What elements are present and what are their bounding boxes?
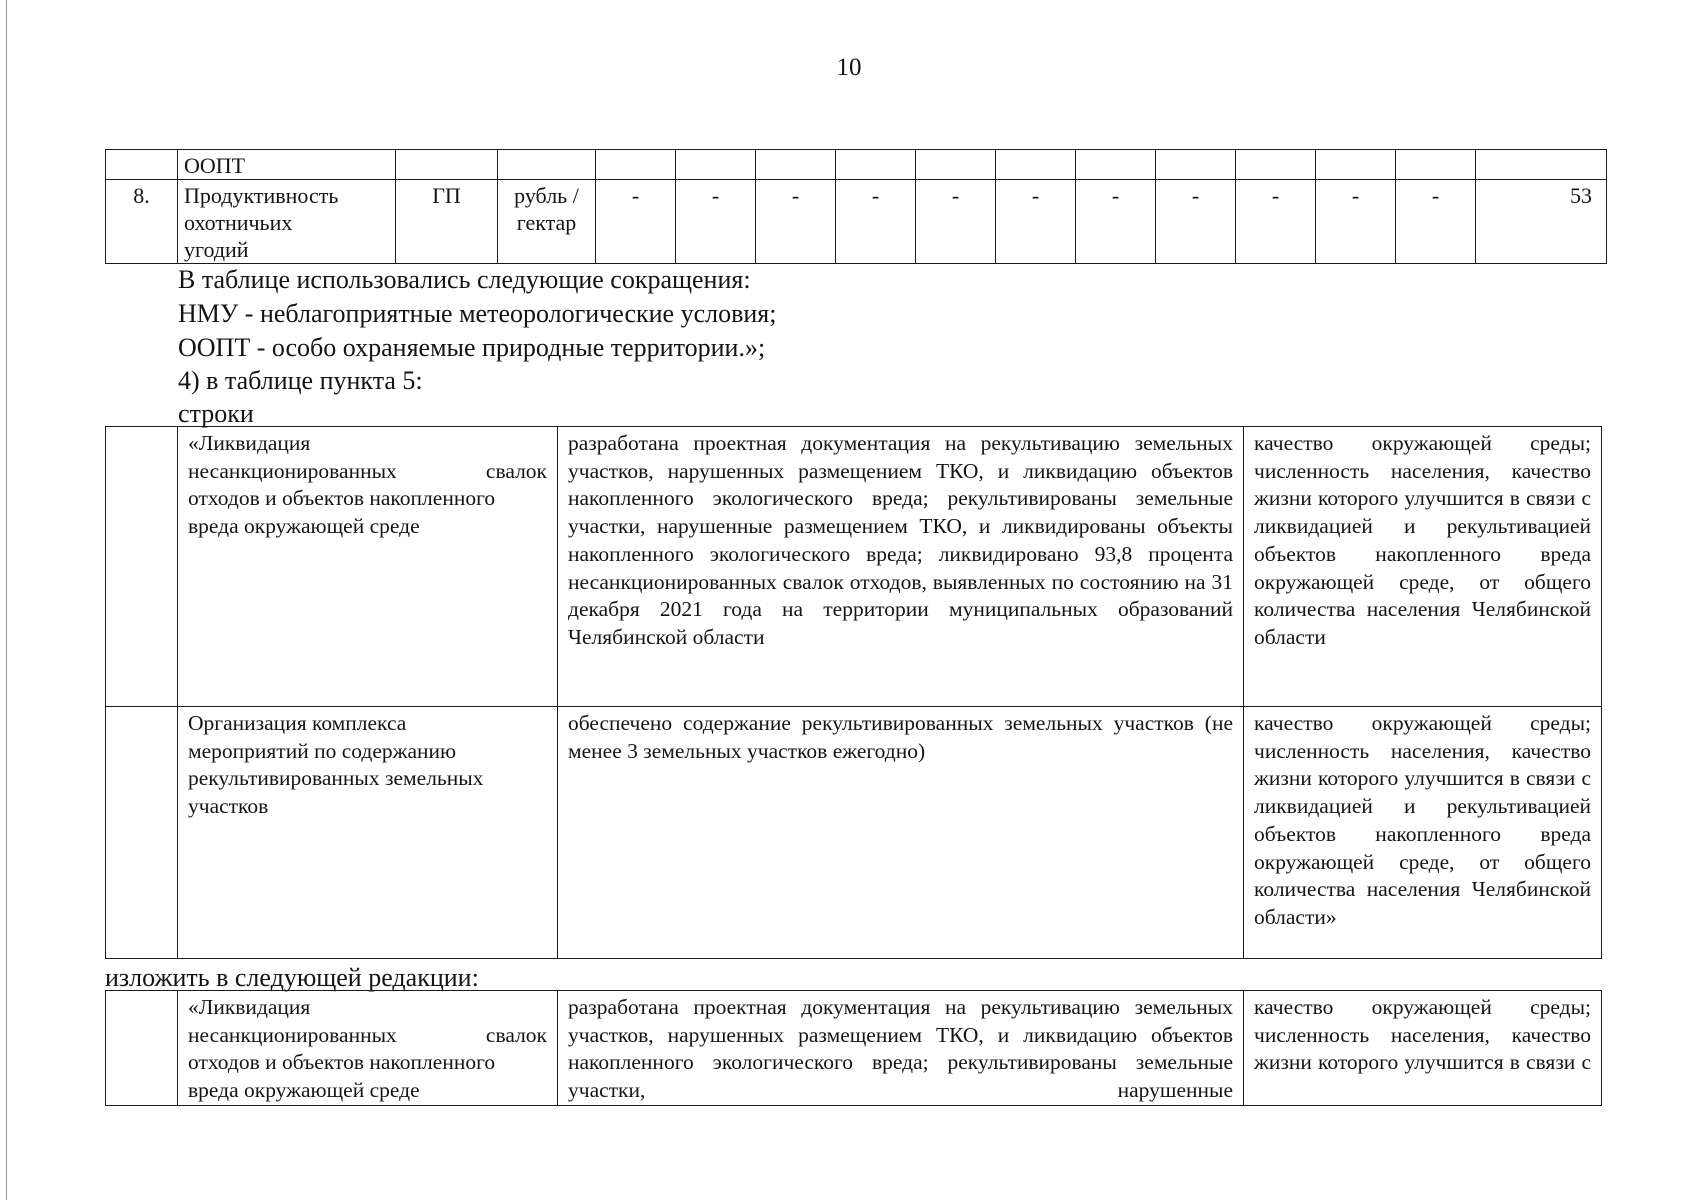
measure-title: «Ликвидация несанкционированных свалок отходов и объектов накопленного вреда окружающей среде: [178, 991, 558, 1106]
measure-effect: качество окружающей среды; численность населения, качество жизни которого улучшится в связи с ликвидацией и рекультивацией объектов накопленного вреда окружающей среде, от общего количества населения Челябинской области: [1244, 427, 1602, 707]
indicator-name-cont: ООПТ: [178, 150, 396, 180]
measure-result: разработана проектная документация на рекультивацию земельных участков, нарушенных размещением ТКО, и ликвидацию объектов накопленного экологического вреда; рекультивированы земельные участки, нарушенные размещением ТКО, и ликвидированы объекты накопленного экологического вреда; ликвидировано 93,8 процента несанкционированных свалок отходов, выявленных по состоянию на 31 декабря 2021 года на территории муниципальных образований Челябинской области: [558, 427, 1244, 707]
note-rows: строки: [178, 399, 254, 428]
value-cell: -: [836, 180, 916, 264]
table-row: [106, 707, 1602, 959]
page-number: 10: [836, 54, 862, 81]
row-number: 8.: [106, 180, 178, 264]
note-item-4: 4) в таблице пункта 5:: [178, 366, 423, 395]
note-abbrev-nmu: НМУ - неблагоприятные метеорологические условия;: [178, 299, 777, 328]
indicator-type: ГП: [396, 180, 498, 264]
value-cell: 53: [1476, 180, 1607, 264]
page-edge-line: [6, 0, 7, 1200]
new-rows-table: [105, 990, 1602, 1106]
value-cell: -: [596, 180, 676, 264]
value-cell: -: [1396, 180, 1476, 264]
table-row: [106, 180, 1607, 264]
measure-effect: качество окружающей среды; численность населения, качество жизни которого улучшится в связи с ликвидацией и рекультивацией объектов накопленного вреда окружающей среде, от общего количества населения Челябинской области»: [1244, 707, 1602, 959]
table-row: [106, 427, 1602, 707]
value-cell: -: [916, 180, 996, 264]
table-row: [106, 991, 1602, 1106]
indicator-unit: рубль / гектар: [498, 180, 596, 264]
measure-title: Организация комплекса мероприятий по содержанию рекультивированных земельных участков: [178, 707, 558, 959]
value-cell: -: [1236, 180, 1316, 264]
cell: [106, 991, 178, 1106]
measure-title: «Ликвидация несанкционированных свалок отходов и объектов накопленного вреда окружающей среде: [178, 427, 558, 707]
value-cell: -: [676, 180, 756, 264]
old-rows-table: [105, 426, 1602, 959]
indicator-name: Продуктивность охотничьих угодий: [178, 180, 396, 264]
cell: [106, 707, 178, 959]
measure-effect: качество окружающей среды; численность населения, качество жизни которого улучшится в связи с: [1244, 991, 1602, 1106]
value-cell: -: [1316, 180, 1396, 264]
measure-result: разработана проектная документация на рекультивацию земельных участков, нарушенных размещением ТКО, и ликвидацию объектов накопленного экологического вреда; рекультивированы земельные участки, нарушенные: [558, 991, 1244, 1106]
value-cell: -: [1076, 180, 1156, 264]
value-cell: -: [996, 180, 1076, 264]
note-abbrev-intro: В таблице использовались следующие сокращения:: [178, 265, 751, 294]
table-row: [106, 150, 1607, 180]
cell: [106, 427, 178, 707]
value-cell: -: [1156, 180, 1236, 264]
note-abbrev-oopt: ООПТ - особо охраняемые природные территории.»;: [178, 333, 766, 362]
measure-result: обеспечено содержание рекультивированных земельных участков (не менее 3 земельных участков ежегодно): [558, 707, 1244, 959]
cell: [106, 150, 178, 180]
indicators-table: [105, 149, 1607, 264]
value-cell: -: [756, 180, 836, 264]
note-new-edition: изложить в следующей редакции:: [105, 963, 479, 992]
